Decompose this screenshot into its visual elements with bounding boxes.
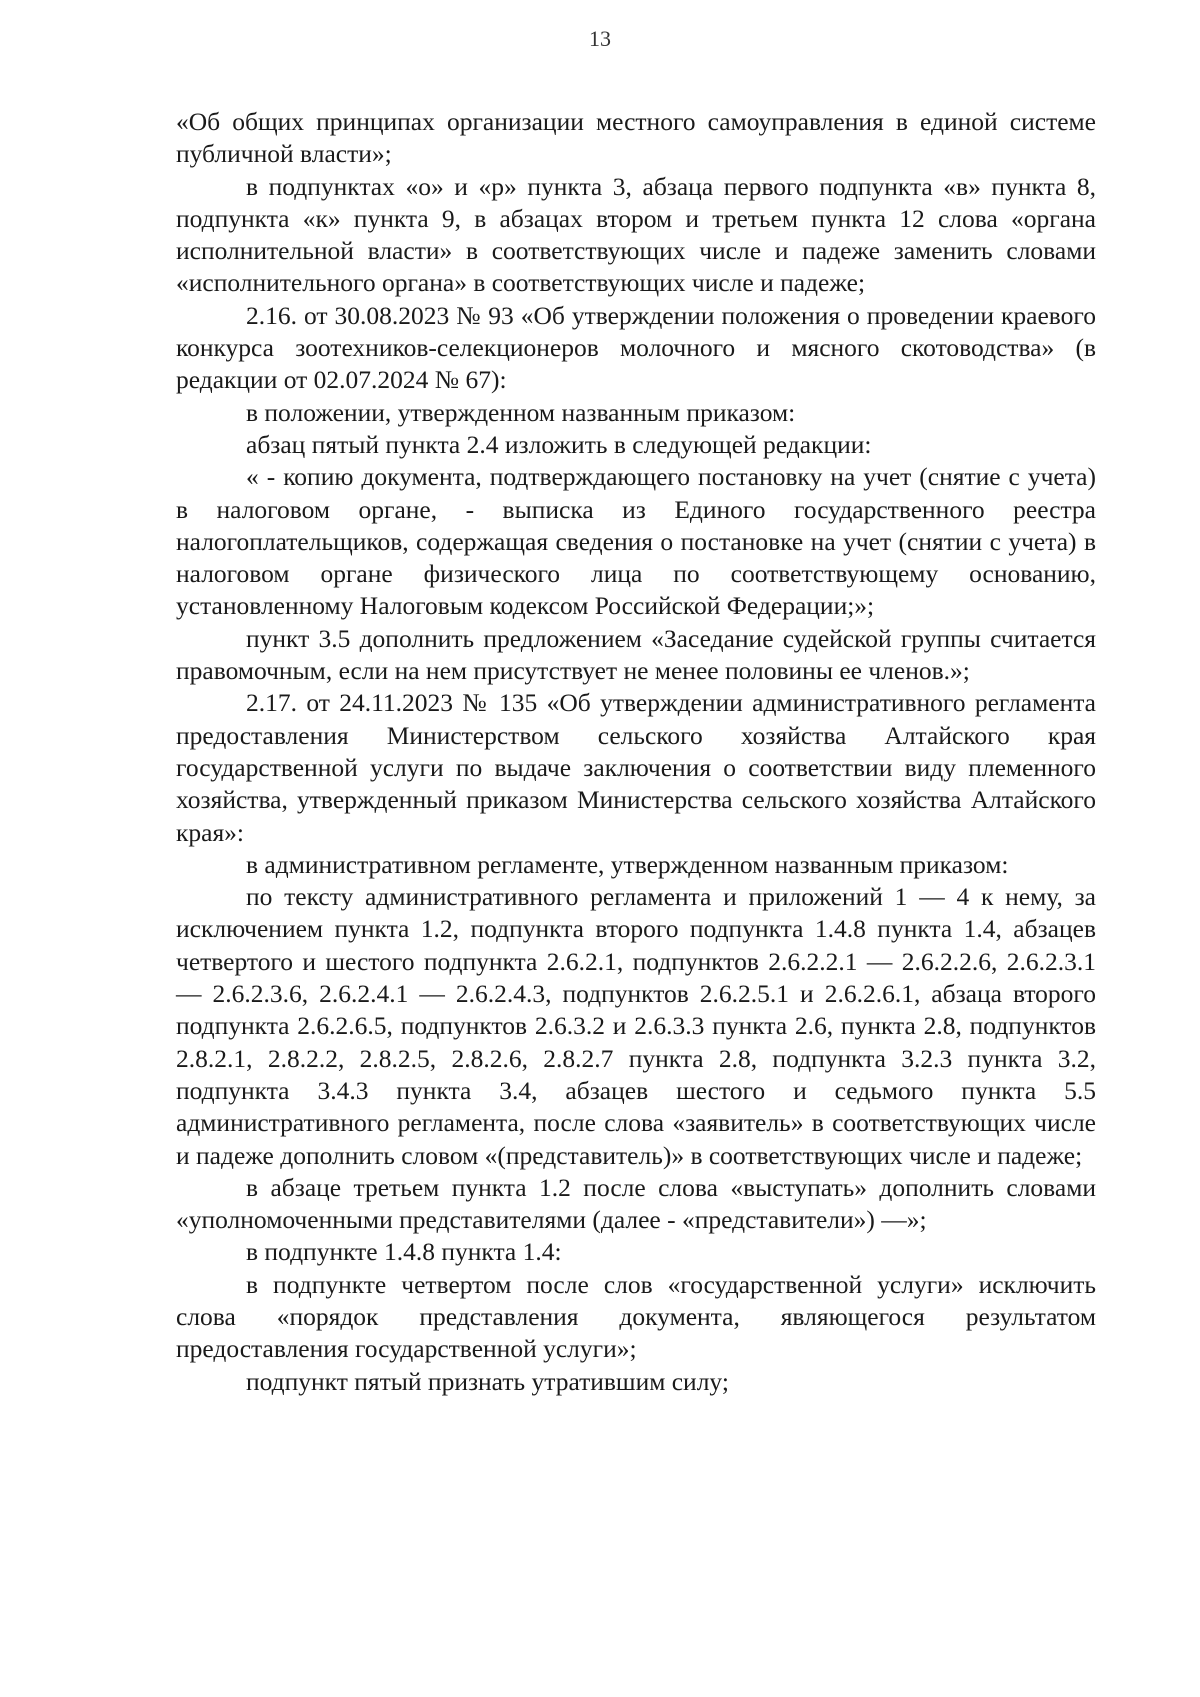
paragraph: абзац пятый пункта 2.4 изложить в следующей редакции: bbox=[246, 429, 872, 459]
paragraph: «Об общих принципах организации местного самоуправления в единой системе публичной власти»; bbox=[176, 107, 1096, 169]
paragraph: в положении, утвержденном названным приказом: bbox=[246, 397, 796, 427]
paragraph: в административном регламенте, утвержденном названным приказом: bbox=[246, 849, 1009, 879]
paragraph: в подпунктах «о» и «р» пункта 3, абзаца первого подпункта «в» пункта 8, подпункта «к» пункта 9, в абзацах втором и третьем пункта 12 слова «органа исполнительной власти» в соответствующих числе и падеже заменить словами «исполнительного органа» в соответствующих числе и падеже; bbox=[176, 171, 1096, 298]
paragraph: в абзаце третьем пункта 1.2 после слова «выступать» дополнить словами «уполномоченными представителями (далее - «представители») —»; bbox=[176, 1172, 1096, 1235]
paragraph: подпункт пятый признать утратившим силу; bbox=[246, 1366, 729, 1396]
paragraph: пункт 3.5 дополнить предложением «Заседание судейской группы считается правомочным, если на нем присутствует не менее половины ее членов.»; bbox=[176, 623, 1096, 686]
paragraph: « - копию документа, подтверждающего постановку на учет (снятие с учета) в налоговом органе, - выписка из Единого государственного реестра налогоплательщиков, содержащая сведения о постановке на учет (снятии с учета) в налоговом органе физического лица по соответствующему основанию, установленному Налоговым кодексом Российской Федерации;»; bbox=[176, 462, 1096, 621]
document-body bbox=[176, 106, 1096, 1398]
paragraph: 2.17. от 24.11.2023 № 135 «Об утверждении административного регламента предоставления Министерством сельского хозяйства Алтайского края государственной услуги по выдаче заключения о соответствии виду племенного хозяйства, утвержденный приказом Министерства сельского хозяйства Алтайского края»: bbox=[176, 688, 1096, 847]
page-number: 13 bbox=[589, 26, 611, 51]
paragraph: в подпункте четвертом после слов «государственной услуги» исключить слова «порядок представления документа, являющегося результатом предоставления государственной услуги»; bbox=[176, 1269, 1096, 1364]
paragraph: по тексту административного регламента и приложений 1 — 4 к нему, за исключением пункта 1.2, подпункта второго подпункта 1.4.8 пункта 1.4, абзацев четвертого и шестого подпункта 2.6.2.1, подпунктов 2.6.2.2.1 — 2.6.2.2.6, 2.6.2.3.1 — 2.6.2.3.6, 2.6.2.4.1 — 2.6.2.4.3, подпунктов 2.6.2.5.1 и 2.6.2.6.1, абзаца второго подпункта 2.6.2.6.5, подпунктов 2.6.3.2 и 2.6.3.3 пункта 2.6, пункта 2.8, подпунктов 2.8.2.1, 2.8.2.2, 2.8.2.5, 2.8.2.6, 2.8.2.7 пункта 2.8, подпункта 3.2.3 пункта 3.2, подпункта 3.4.3 пункта 3.4, абзацев шестого и седьмого пункта 5.5 административного регламента, после слова «заявитель» в соответствующих числе и падеже дополнить словом «(представитель)» в соответствующих числе и падеже; bbox=[176, 882, 1096, 1170]
paragraph: в подпункте 1.4.8 пункта 1.4: bbox=[246, 1237, 562, 1267]
paragraph: 2.16. от 30.08.2023 № 93 «Об утверждении положения о проведении краевого конкурса зоотехников-селекционеров молочного и мясного скотоводства» (в редакции от 02.07.2024 № 67): bbox=[176, 300, 1096, 395]
